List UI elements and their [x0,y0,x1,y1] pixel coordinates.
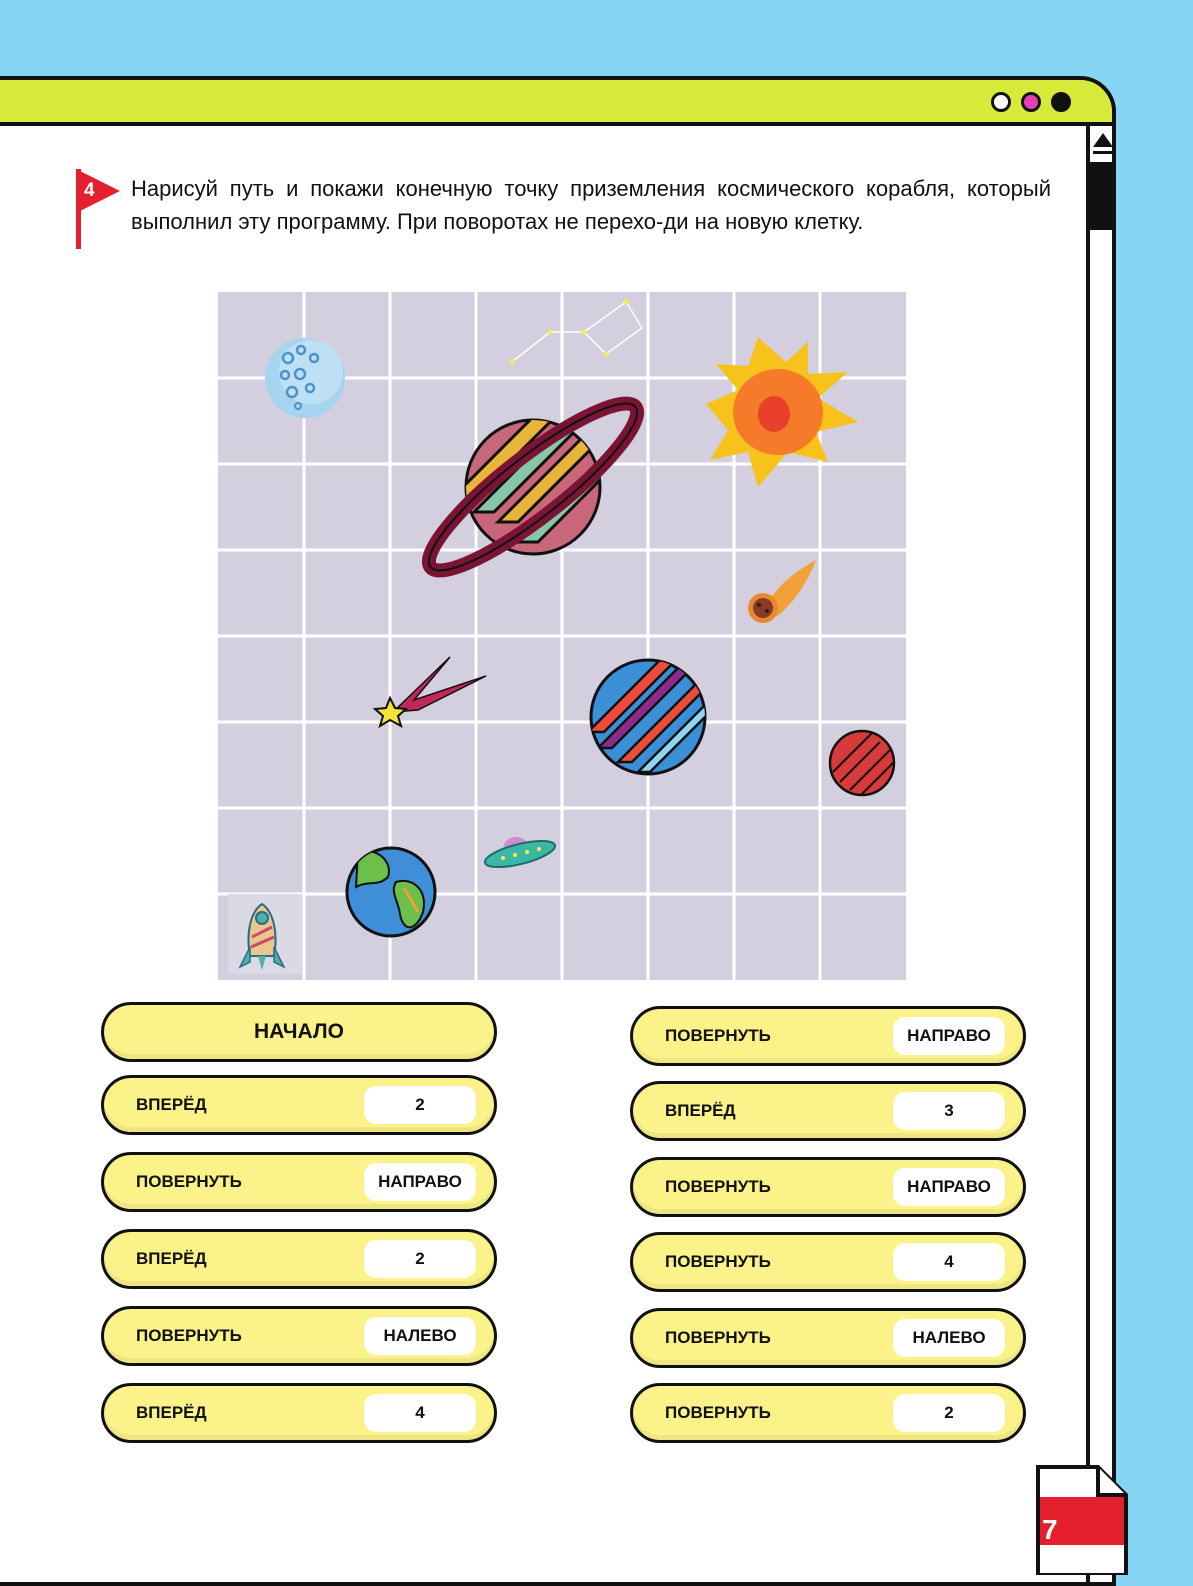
command-label: ПОВЕРНУТЬ [665,1252,771,1271]
ufo-icon [483,836,558,873]
program-block[interactable] [630,1383,1026,1443]
constellation-icon [510,300,643,365]
program-block[interactable] [630,1081,1026,1141]
program-block[interactable] [630,1006,1026,1066]
saturn-icon [412,383,654,590]
command-label: ВПЕРЁД [136,1249,207,1268]
program-block[interactable] [630,1157,1026,1217]
program-block[interactable] [101,1383,497,1443]
scroll-up-icon[interactable] [1090,126,1116,162]
program-block[interactable] [101,1306,497,1366]
command-value: 2 [364,1086,476,1124]
command-value: 3 [893,1092,1005,1130]
command-label: НАЧАЛО [254,1020,344,1043]
command-value: НАПРАВО [893,1017,1005,1055]
window-dot-pink[interactable] [1021,92,1041,112]
scroll-thumb[interactable] [1090,162,1116,230]
space-grid[interactable] [218,292,906,980]
program-block[interactable] [101,1229,497,1289]
command-value: 2 [364,1240,476,1278]
command-label: ВПЕРЁД [136,1403,207,1422]
program-block[interactable] [630,1232,1026,1292]
task-number: 4 [84,180,95,201]
command-label: ПОВЕРНУТЬ [665,1403,771,1422]
meteor-icon [748,560,816,623]
command-label: ПОВЕРНУТЬ [665,1026,771,1045]
program-block[interactable] [101,1152,497,1212]
earth-icon [347,848,435,936]
window-dot-white[interactable] [991,92,1011,112]
shooting-star-icon [375,657,486,726]
window-dot-black[interactable] [1051,92,1071,112]
command-label: ВПЕРЁД [665,1101,736,1120]
title-bar [0,80,1112,126]
command-label: ПОВЕРНУТЬ [136,1326,242,1345]
command-value: НАЛЕВО [893,1319,1005,1357]
command-value: НАПРАВО [893,1168,1005,1206]
program-block[interactable] [101,1075,497,1135]
command-label: ПОВЕРНУТЬ [136,1172,242,1191]
sun-icon [706,337,858,487]
task-instruction: Нарисуй путь и покажи конечную точку приземления космического корабля, который выполнил эту программу. При поворотах не перехо-ди на новую клетку. [131,176,1051,234]
rocket-icon [228,894,302,974]
program-block[interactable] [630,1308,1026,1368]
command-value: 4 [893,1243,1005,1281]
command-value: НАЛЕВО [364,1317,476,1355]
moon-icon [265,338,345,418]
striped-planet-icon [588,652,730,774]
page-number: 7 [1042,1514,1058,1545]
command-label: ВПЕРЁД [136,1095,207,1114]
scrollbar[interactable] [1086,126,1116,1586]
program-start-block[interactable] [101,1002,497,1062]
command-value: 2 [893,1394,1005,1432]
command-label: ПОВЕРНУТЬ [665,1328,771,1347]
command-value: НАПРАВО [364,1163,476,1201]
command-value: 4 [364,1394,476,1432]
red-planet-icon [830,731,898,795]
command-label: ПОВЕРНУТЬ [665,1177,771,1196]
